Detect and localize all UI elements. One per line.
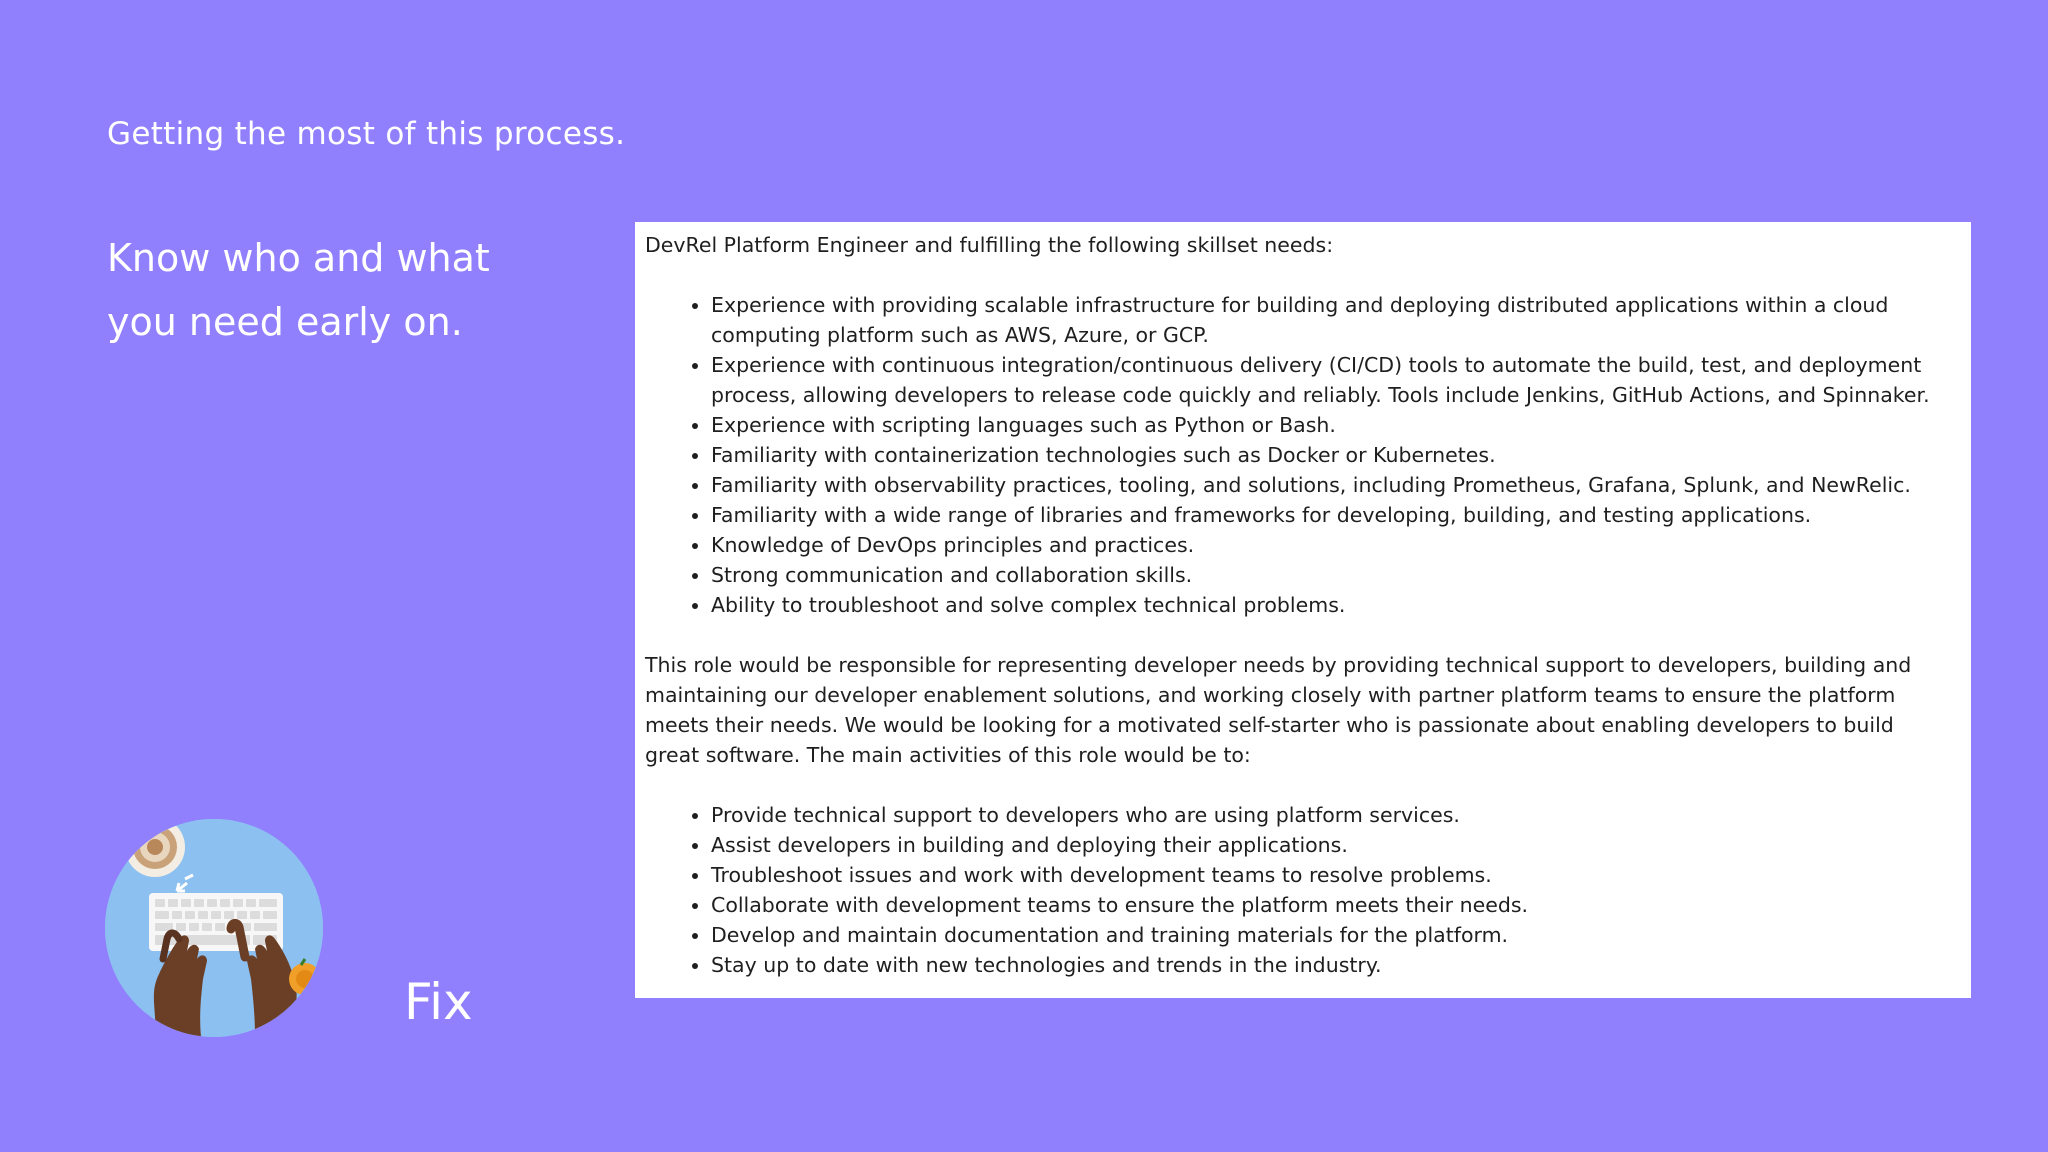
list-item: • Knowledge of DevOps principles and practices. [711, 530, 1931, 560]
list-item: • Stay up to date with new technologies and trends in the industry. [711, 950, 1931, 980]
hands-typing-keyboard-illustration-icon [105, 819, 323, 1037]
list-item: • Assist developers in building and deploying their applications. [711, 830, 1931, 860]
fix-label: Fix [404, 973, 473, 1031]
role-paragraph: This role would be responsible for representing developer needs by providing technical support to developers, building and maintaining our developer enablement solutions, and working closely with partner platform teams to ensure the platform meets their needs. We would be looking for a motivated self-starter who is passionate about enabling developers to build great software. The main activities of this role would be to: [645, 653, 1912, 767]
list-item: • Experience with providing scalable infrastructure for building and deploying distributed applications within a cloud computing platform such as AWS, Azure, or GCP. [711, 290, 1931, 350]
list-item: • Develop and maintain documentation and training materials for the platform. [711, 920, 1931, 950]
cropped-text-line [645, 222, 1931, 230]
list-item: • Experience with scripting languages such as Python or Bash. [711, 410, 1931, 440]
slide-heading: Know who and what you need early on. [107, 236, 490, 344]
list-item: • Strong communication and collaboration skills. [711, 560, 1931, 590]
list-item: • Provide technical support to developers who are using platform services. [711, 800, 1931, 830]
intro-paragraph: DevRel Platform Engineer and fulfilling the following skillset needs: [645, 233, 1334, 257]
slide-subtitle: Getting the most of this process. [107, 116, 626, 152]
skills-list [645, 290, 1931, 620]
list-item: • Familiarity with a wide range of libraries and frameworks for developing, building, and testing applications. [711, 500, 1931, 530]
list-item: • Experience with continuous integration/continuous delivery (CI/CD) tools to automate the build, test, and deployment process, allowing developers to release code quickly and reliably. Tools include Jenkins, GitHub Actions, and Spinnaker. [711, 350, 1931, 410]
keyboard-illustration-svg [105, 819, 323, 1037]
list-item: • Ability to troubleshoot and solve complex technical problems. [711, 590, 1931, 620]
list-item: • Familiarity with containerization technologies such as Docker or Kubernetes. [711, 440, 1931, 470]
list-item: • Collaborate with development teams to ensure the platform meets their needs. [711, 890, 1931, 920]
list-item: • Troubleshoot issues and work with development teams to resolve problems. [711, 860, 1931, 890]
list-item: • Familiarity with observability practices, tooling, and solutions, including Prometheus, Grafana, Splunk, and NewRelic. [711, 470, 1931, 500]
job-description-document [635, 222, 1971, 998]
activities-list [645, 800, 1931, 980]
